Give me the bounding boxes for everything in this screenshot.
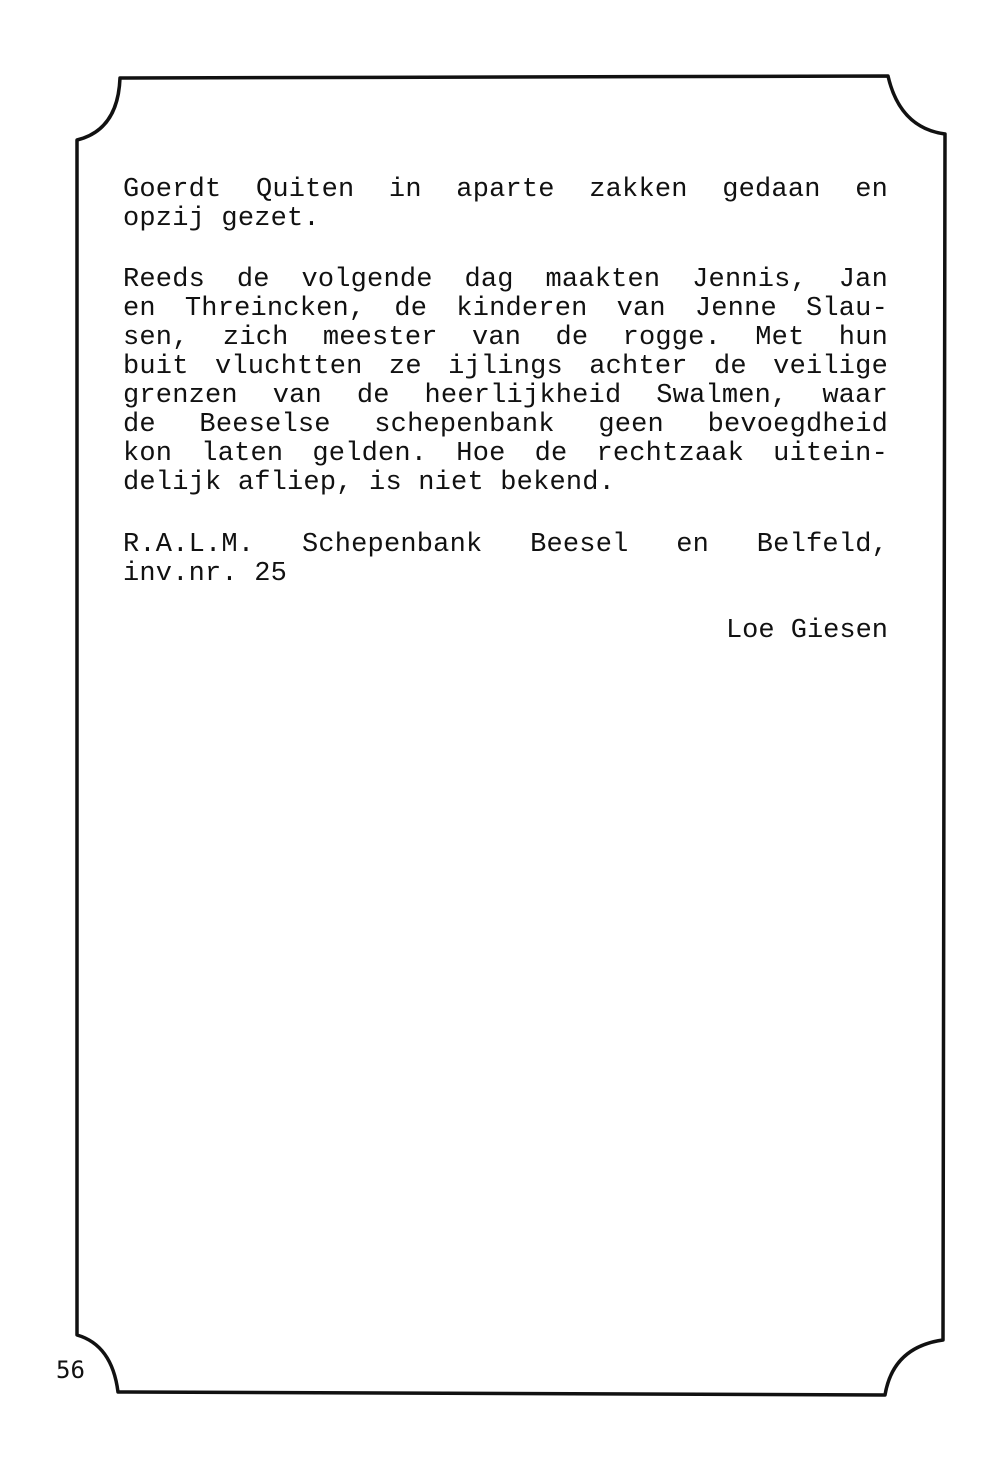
text-line: inv.nr. 25 [123, 559, 288, 589]
paragraph-1 [123, 176, 888, 234]
text-line: Goerdt Quiten in aparte zakken gedaan en [123, 175, 888, 205]
text-line: R.A.L.M. Schepenbank Beesel en Belfeld, [123, 530, 888, 560]
source-reference [123, 531, 888, 589]
author-signature: Loe Giesen [725, 616, 888, 646]
text-line: opzij gezet. [123, 204, 320, 234]
text-line: delijk afliep, is niet bekend. [123, 468, 616, 498]
text-line: Reeds de volgende dag maakten Jennis, Jan [123, 265, 888, 295]
paragraph-2 [123, 266, 888, 498]
page-number: 56 [56, 1356, 85, 1384]
text-line: de Beeselse schepenbank geen bevoegdheid [123, 410, 888, 440]
text-line: grenzen van de heerlijkheid Swalmen, waar [123, 381, 888, 411]
text-line: kon laten gelden. Hoe de rechtzaak uitein- [123, 439, 888, 469]
text-line: buit vluchtten ze ijlings achter de veilige [123, 352, 888, 382]
text-line: sen, zich meester van de rogge. Met hun [123, 323, 888, 353]
text-line: en Threincken, de kinderen van Jenne Slau- [123, 294, 888, 324]
